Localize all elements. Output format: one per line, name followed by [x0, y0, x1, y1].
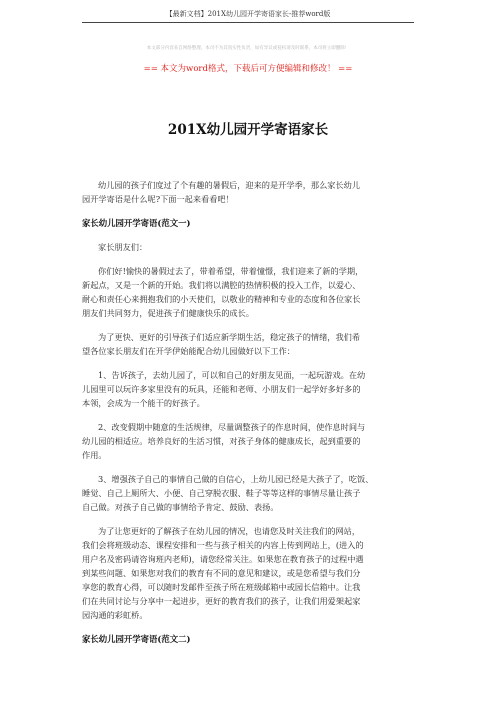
text-line: 耐心和责任心来拥抱我们的小天使们，以敬业的精神和专业的态度和各位家长	[82, 294, 361, 304]
text-line: 作用。	[82, 450, 107, 460]
text-line: 2、改变假期中随意的生活规律，尽量调整孩子的作息时间，使作息时间与	[98, 422, 366, 432]
text-line: 用户名及密码请咨询班内老师)，请您经常关注。如果您在教育孩子的过程中遇	[82, 554, 364, 564]
paragraph-6	[82, 524, 414, 622]
paragraph-4	[82, 420, 414, 462]
text-line: 幼儿园的孩子们度过了个有趣的暑假后，迎来的是开学季，那么家长幼儿	[98, 180, 361, 190]
text-line: 我们会将班级动态、课程安排和一些与孩子相关的内容上传到网站上，(进入的	[82, 540, 364, 550]
text-line: 为了更快、更好的引导孩子们适应新学期生活，稳定孩子的情绪，我们希	[98, 332, 361, 342]
text-line: 1、告诉孩子，去幼儿园了，可以和自己的好朋友见面，一起玩游戏。在幼	[98, 370, 366, 380]
text-line: 朋友们共同努力，促进孩子们健康快乐的成长。	[82, 308, 254, 318]
text-line: 们在共同讨论与分享中一起进步，更好的教育我们的孩子，让我们用爱架起家	[82, 596, 361, 606]
paragraph-5	[82, 472, 414, 514]
text-line: 本领，会成为一个能干的好孩子。	[82, 398, 205, 408]
text-line: 为了让您更好的了解孩子在幼儿园的情况，也请您及时关注我们的网站，	[98, 526, 361, 536]
paragraph-1	[82, 264, 414, 320]
text-line: 园沟通的彩虹桥。	[82, 610, 148, 620]
header-divider	[82, 22, 414, 23]
text-line: 新起点，又是一个新的开始。我们将以满腔的热情积极的投入工作，以爱心、	[82, 280, 361, 290]
word-format-notice: == 本文为word格式，下载后可方便编辑和修改！ ==	[143, 64, 353, 74]
text-line: 3、增强孩子自己的事情自己做的自信心，上幼儿园已经是大孩子了，吃饭、	[98, 474, 374, 484]
intro-paragraph	[82, 178, 414, 206]
text-line: 享您的教育心得，可以随时发邮件至孩子所在班级邮箱中或园长信箱中。让我	[82, 582, 361, 592]
text-line: 望各位家长朋友们在开学伊始能配合幼儿园做好以下工作：	[82, 346, 295, 356]
document-body	[82, 178, 414, 646]
text-line: 睡觉、自己上厕所大、小便、自己穿脱衣服、鞋子等等这样的事情尽量让孩子	[82, 488, 361, 498]
greeting: 家长朋友们：	[98, 242, 148, 252]
text-line: 自己做。对孩子自己做的事情给予肯定、鼓励、表扬。	[82, 502, 279, 512]
text-line: 幼儿园的相适应。培养良好的生活习惯，对孩子身体的健康成长，起到重要的	[82, 436, 361, 446]
text-line: 到某些问题、如果您对我们的教育有不同的意见和建议，或是您希望与我们分	[82, 568, 361, 578]
paragraph-3	[82, 368, 414, 410]
header-title: 【最新文档】201X幼儿园开学寄语家长-推荐word版	[165, 10, 331, 18]
disclaimer-text: 本文部分内容来自网络整理，本司不为其真实性负责，如有异议或侵权请及时联系，本司将立即删除！	[146, 46, 350, 51]
section-heading-1: 家长幼儿园开学寄语(范文一)	[82, 218, 191, 228]
text-line: 你们好!愉快的暑假过去了，带着希望，带着憧憬，我们迎来了新的学期，	[98, 266, 364, 276]
paragraph-2	[82, 330, 414, 358]
document-title: 201X幼儿园开学寄语家长	[167, 122, 329, 138]
text-line: 儿园里可以玩许多家里没有的玩具，还能和老师、小朋友们一起学好多好多的	[82, 384, 361, 394]
text-line: 园开学寄语是什么呢?下面一起来看看吧！	[82, 194, 234, 204]
section-heading-2: 家长幼儿园开学寄语(范文二)	[82, 634, 191, 644]
